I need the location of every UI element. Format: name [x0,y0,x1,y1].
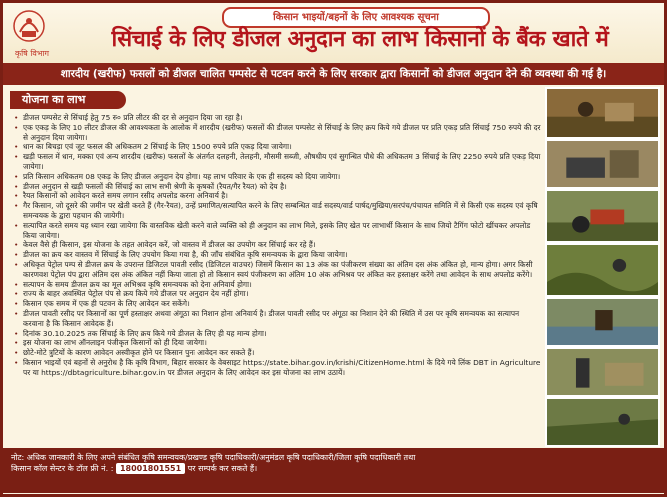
benefit-item: • अधिकृत पेट्रोल पम्प से डीजल क्रय के उपरान्त डिजिटल पावती रसीद (डिजिटल वाउचर) जिसमें किसान का 13 अंक का पंजीकरण संख्या का अंतिम दस अंक अंकित हो, मान्य होगा। अगर किसी कारणवश पेट्रोल पंप द्वारा अंतिम दस अंक अंकित नहीं किया जाता हो तो किसान स्वयं पंजीकरण का अंतिम 10 अंक अभिश्रव पर अंकित कर हस्ताक्षर करेंगे तथा आवेदन के साथ अपलोड करेंगे। [14,260,542,280]
benefit-item: • किसान एक समय में एक ही पटवन के लिए आवेदन कर सकेंगे। [14,299,542,309]
benefit-item: • छोटे-मोटे त्रुटियों के कारण आवेदन अस्वीकृत होने पर किसान पुनः आवेदन कर सकते हैं। [14,348,542,358]
footer-note [3,448,664,493]
benefit-item: • दिनांक 30.10.2025 तक सिंचाई के लिए क्रय किये गये डीजल के लिए ही यह मान्य होगा। [14,329,542,339]
subtitle-band: शारदीय (खरीफ) फसलों को डीजल चालित पम्पसेट से पटवन करने के लिए सरकार द्वारा किसानों को डीजल अनुदान देने की व्यवस्था की गई है। [3,63,664,85]
benefit-item: • सत्यापित करते समय यह ध्यान रखा जायेगा कि वास्तविक खेती करने वाले व्यक्ति को ही अनुदान का लाभ मिले, इसके लिए खेत पर लाभार्थी किसान के साथ जियो टैगिंग फोटो खींचकर अपलोड किया जायेगा। [14,221,542,241]
benefit-item: • केवल वैसे ही किसान, इस योजना के तहत आवेदन करें, जो वास्तव में डीजल का उपयोग कर सिंचाई कर रहे हैं। [14,240,542,250]
logo-caption: कृषि विभाग [14,49,50,58]
diesel-pump-photo [545,139,660,189]
page-title: सिंचाई के लिए डीजल अनुदान का लाभ किसानों के बैंक खाते में [111,27,609,52]
helpline-number[interactable]: 18001801551 [116,463,185,474]
benefit-list [14,113,542,378]
benefit-item: • किसान भाइयों एवं बहनों से अनुरोध है कि कृषि विभाग, बिहार सरकार के वेबसाइट https://state.bihar.gov.in/krishi/CitizenHome.html के दिये गये लिंक DBT in Agriculture पर या https://dbtagriculture.bihar.gov.in पर डीजल अनुदान के लिए आवेदन कर इस योजना का लाभ उठायें। [14,358,542,378]
farmer-photo [545,397,660,447]
photo-collage [545,87,660,447]
benefit-item: • प्रति किसान अधिकतम 08 एकड़ के लिए डीजल अनुदान देय होगा। यह लाभ परिवार के एक ही सदस्य को दिया जायेगा। [14,172,542,182]
helpline-suffix: पर सम्पर्क कर सकते हैं। [187,464,258,473]
farmer-field-photo [545,87,660,139]
benefit-item: • खड़ी फसल में धान, मक्का एवं अन्य शारदीय (खरीफ) फसलों के अंतर्गत दलहनी, तेलहनी, मौसमी सब्जी, औषधीय एवं सुगन्धित पौधे की अधिकतम 3 सिंचाई के लिए 2250 रुपये प्रति एकड़ दिया जायेगा। [14,152,542,172]
bihar-emblem-icon [10,6,48,48]
benefit-item: • गैर किसान, जो दूसरे की जमीन पर खेती करते हैं (गैर-रैयत), उन्हें प्रमाणित/सत्यापित करने के लिए सम्बन्धित वार्ड सदस्य/वार्ड पार्षद/मुखिया/सरपंच/पंचायत समिति में से किसी एक सदस्य एवं कृषि समन्वयक के द्वारा पहचान की जायेगी। [14,201,542,221]
helpline-line [11,463,656,474]
benefit-item: • डीजल का क्रय कर वास्तव में सिंचाई के लिए उपयोग किया गया है, की जाँच संबंधित कृषि समन्वयक के द्वारा किया जायेगा। [14,250,542,260]
benefit-item: • राज्य के बाहर अवस्थित पेट्रोल पंप से क्रय किये गये डीजल पर अनुदान देय नहीं होगा। [14,289,542,299]
benefit-item: • धान का बिचड़ा एवं जूट फसल की अधिकतम 2 सिंचाई के लिए 1500 रुपये प्रति एकड़ दिया जायेगा। [14,142,542,152]
benefit-item: • डीजल अनुदान से खड़ी फसलों की सिंचाई का लाभ सभी श्रेणी के कृषकों (रैयत/गैर रैयत) को देय है। [14,182,542,192]
benefit-item: • डीजल पावती रसीद पर किसानों का पूर्ण हस्ताक्षर अथवा अंगूठा का निशान होना अनिवार्य है। डीजल पावती रसीद पर अंगूठा का निशान देने की स्थिति में उस पर कृषि समन्वयक का सत्यापन करवाना है कि किसान आवेदक हैं। [14,309,542,329]
benefit-item: • एक एकड़ के लिए 10 लीटर डीजल की आवश्यकता के आलोक में शारदीय (खरीफ) फसलों की डीजल पम्पसेट से सिंचाई के लिए क्रय किये गये डीजल पर प्रति एकड़ प्रति सिंचाई 750 रुपये की दर से अनुदान दिया जायेगा। [14,123,542,143]
notice-label: किसान भाइयों/बहनों के लिए आवश्यक सूचना [222,7,490,28]
benefit-item: • रैयत किसानों को आवेदन करते समय लगान रसीद अपलोड करना अनिवार्य है। [14,191,542,201]
paddy-photo [545,243,660,297]
irrigation-photo [545,297,660,347]
benefit-item: • सत्यापन के समय डीजल क्रय का मूल अभिश्रव कृषि समन्वयक को देना अनिवार्य होगा। [14,280,542,290]
tractor-photo [545,189,660,243]
helpline-prefix: किसान कॉल सेन्टर के टॉल फ्री नं. : [11,464,114,473]
benefit-item: • इस योजना का लाभ ऑनलाइन पंजीकृत किसानों को ही दिया जायेगा। [14,338,542,348]
benefit-item: • डीजल पम्पसेट से सिंचाई हेतु 75 रु० प्रति लीटर की दर से अनुदान दिया जा रहा है। [14,113,542,123]
footer-note-text: नोट: अधिक जानकारी के लिए अपने संबंधित कृषि समन्वयक/प्रखण्ड कृषि पदाधिकारी/अनुमंडल कृषि पदाधिकारी/जिला कृषि पदाधिकारी तथा [11,453,416,462]
crop-photo [545,347,660,397]
scheme-benefits-tab: योजना का लाभ [10,91,126,109]
